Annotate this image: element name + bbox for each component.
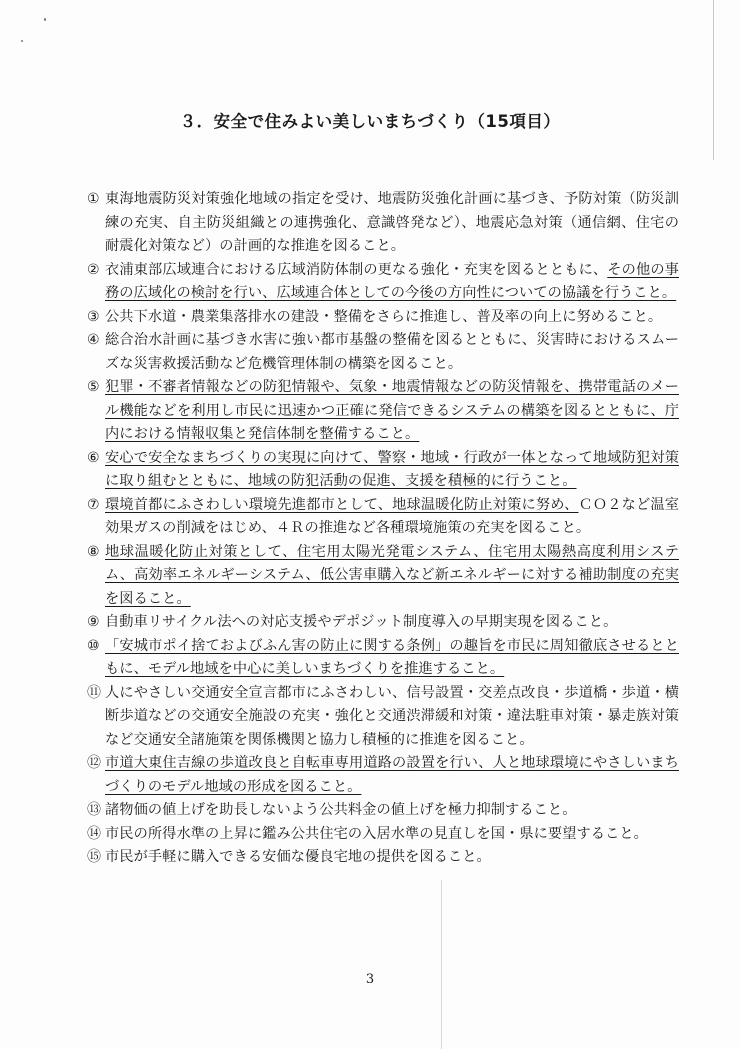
list-item	[87, 447, 679, 494]
scan-edge-line	[713, 0, 714, 160]
item-number: ⑪	[87, 684, 102, 701]
item-text	[105, 846, 679, 870]
item-number: ⑮	[87, 849, 102, 865]
item-text-segment: 自動車リサイクル法への対応支援やデポジット制度導入の早期実現を図ること。	[105, 614, 618, 630]
scan-speck	[44, 18, 46, 21]
item-text	[105, 494, 679, 541]
item-list	[87, 188, 679, 870]
item-number: ⑦	[87, 496, 100, 513]
page-number: 3	[365, 972, 375, 987]
item-text	[105, 188, 679, 259]
underlined-text: 環境首都にふさわしい環境先進都市として、地球温暖化防止対策に努め、	[105, 496, 579, 513]
underlined-text: 犯罪・不審者情報などの防犯情報や、気象・地震情報などの防災情報を、携帯電話のメール機能などを利用し市民に迅速かつ正確に発信できるシステムの構築を図るとともに、庁内における情報収集と発信体制を整備すること。	[105, 379, 679, 442]
item-text-segment: 人にやさしい交通安全宣言都市にふさわしい、信号設置・交差点改良・歩道橋・歩道・横断歩道などの交通安全施設の充実・強化と交通渋滞緩和対策・違法駐車対策・暴走族対策など交通安全諸施策を関係機関と協力し積極的に推進を図ること。	[105, 684, 679, 748]
item-number: ⑭	[87, 825, 102, 842]
item-text	[105, 329, 679, 376]
item-number: ⑩	[87, 637, 100, 654]
item-text-segment: 総合治水計画に基づき水害に強い都市基盤の整備を図るとともに、災害時におけるスムーズな災害救援活動など危機管理体制の構築を図ること。	[105, 332, 679, 372]
list-item	[87, 799, 679, 823]
item-text-segment: 市民の所得水準の上昇に鑑み公共住宅の入居水準の見直しを国・県に要望すること。	[105, 825, 648, 842]
list-item	[87, 329, 679, 376]
item-text	[105, 682, 679, 753]
item-number: ③	[87, 308, 100, 325]
item-number: ⑫	[87, 755, 102, 771]
list-item	[87, 611, 679, 635]
item-number: ②	[87, 261, 100, 278]
item-text-segment: ＣＯ２など温室効果ガスの削減をはじめ、４Ｒの推進など各種環境施策の充実を図ること。	[105, 496, 679, 536]
underlined-text: 地球温暖化防止対策として、住宅用太陽光発電システム、住宅用太陽熱高度利用システム、高効率エネルギーシステム、低公害車購入など新エネルギーに対する補助制度の充実を図ること。	[105, 543, 679, 607]
list-item	[87, 635, 679, 682]
item-text	[105, 635, 679, 682]
underlined-text: 「安城市ポイ捨ておよびふん害の防止に関する条例」の趣旨を市民に周知徹底させるとともに、モデル地域を中心に美しいまちづくりを推進すること。	[105, 637, 679, 677]
item-number: ⑤	[87, 379, 100, 395]
item-number: ⑧	[87, 543, 100, 560]
item-number: ⑬	[87, 802, 102, 818]
list-item	[87, 306, 679, 330]
underlined-text: 安心で安全なまちづくりの実現に向けて、警察・地域・行政が一体となって地域防犯対策に取り組むとともに、地域の防犯活動の促進、支援を積極的に行うこと。	[105, 449, 679, 489]
item-number: ①	[87, 191, 100, 207]
item-text	[105, 447, 679, 494]
list-item	[87, 376, 679, 447]
item-text-segment: 市民が手軽に購入できる安価な優良宅地の提供を図ること。	[105, 849, 491, 865]
scan-speck	[21, 40, 23, 42]
item-number: ⑨	[87, 614, 100, 630]
list-item	[87, 846, 679, 870]
page-title: ３．安全で住みよい美しいまちづくり（15項目）	[179, 112, 561, 131]
scan-edge-line	[441, 880, 442, 1049]
item-text-segment: 東海地震防災対策強化地域の指定を受け、地震防災強化計画に基づき、予防対策（防災訓練の充実、自主防災組織との連携強化、意識啓発など）、地震応急対策（通信網、住宅の耐震化対策など）の計画的な推進を図ること。	[105, 191, 679, 254]
item-text	[105, 752, 679, 799]
underlined-text: 市道大東住吉線の歩道改良と自転車専用道路の設置を行い、人と地球環境にやさしいまちづくりのモデル地域の形成を図ること。	[105, 755, 679, 795]
item-text-segment: 衣浦東部広域連合における広域消防体制の更なる強化・充実を図るとともに、	[105, 261, 608, 278]
list-item	[87, 541, 679, 612]
item-text	[105, 259, 679, 306]
item-text	[105, 306, 679, 330]
item-text	[105, 541, 679, 612]
list-item	[87, 682, 679, 753]
list-item	[87, 259, 679, 306]
item-text-segment: 諸物価の値上げを助長しないよう公共料金の値上げを極力抑制すること。	[105, 802, 577, 818]
list-item	[87, 494, 679, 541]
underlined-text: その他の事務の広域化の検討を行い、広域連合体としての今後の方向性についての協議を行うこと。	[105, 261, 679, 301]
list-item	[87, 188, 679, 259]
item-text	[105, 799, 679, 823]
item-text	[105, 611, 679, 635]
item-number: ④	[87, 332, 100, 348]
list-item	[87, 823, 679, 847]
list-item	[87, 752, 679, 799]
item-text-segment: 公共下水道・農業集落排水の建設・整備をさらに推進し、普及率の向上に努めること。	[105, 308, 663, 325]
item-text	[105, 823, 679, 847]
item-text	[105, 376, 679, 447]
item-number: ⑥	[87, 449, 100, 466]
